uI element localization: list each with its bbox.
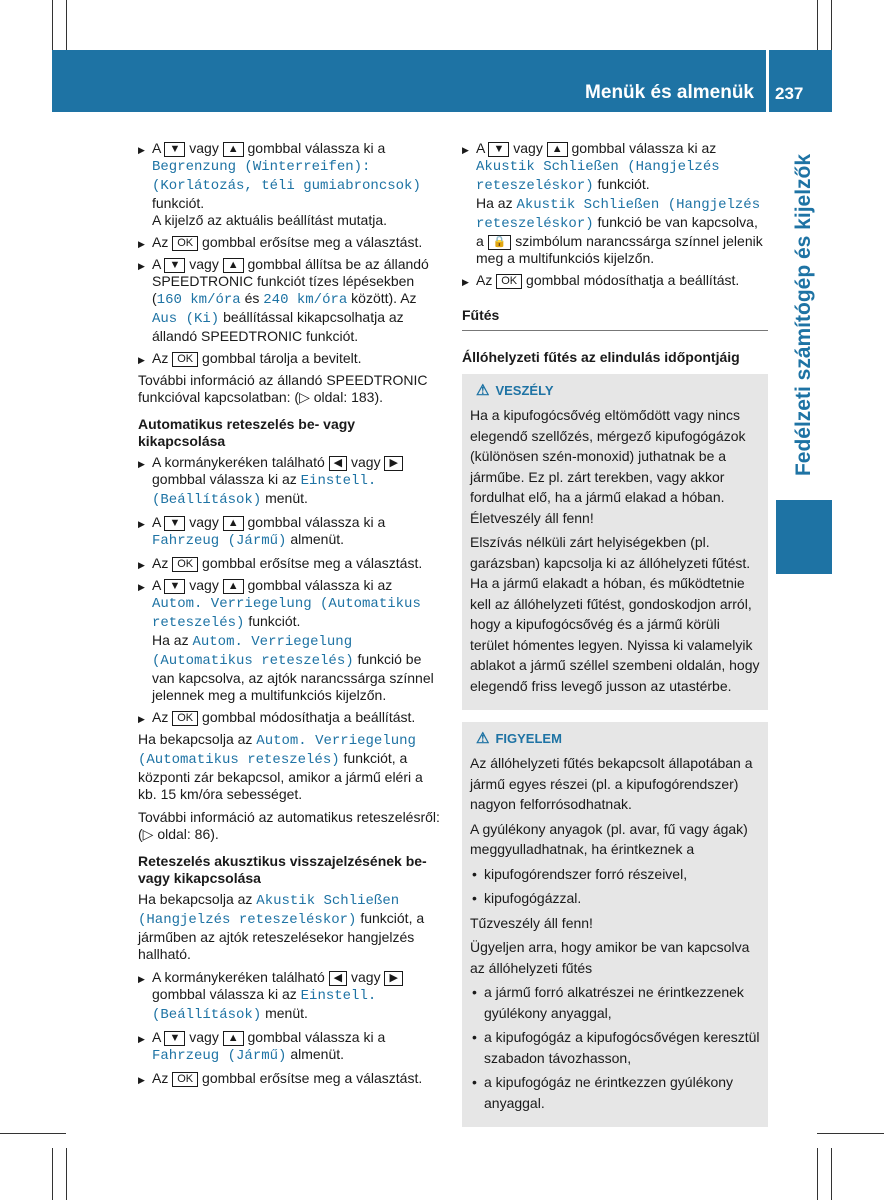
list-item: • a kipufogógáz a kipufogócsővégen keresztül szabadon távozhasson,	[470, 1027, 760, 1068]
display-text: 160 km/óra	[156, 292, 241, 308]
right-key-icon: ▶	[384, 456, 402, 471]
warning-triangle-icon: ⚠	[476, 730, 490, 747]
display-text: Akustik Schließen (Hangjelzés reteszeléskor)	[138, 893, 400, 928]
down-key-icon: ▼	[164, 258, 185, 273]
caution-box	[462, 722, 768, 1127]
crop-mark	[817, 1133, 884, 1134]
up-key-icon: ▲	[223, 579, 244, 594]
right-column	[462, 140, 768, 1139]
display-text: Akustik Schließen (Hangjelzés reteszeléskor)	[476, 197, 761, 232]
crop-mark	[66, 1148, 67, 1200]
danger-title: ⚠ VESZÉLY	[476, 382, 554, 399]
display-text: Autom. Verriegelung (Automatikus reteszelés)	[138, 733, 416, 768]
list-item: • kipufogógázzal.	[470, 888, 760, 909]
crop-mark	[0, 1133, 66, 1134]
paragraph: További információ az állandó SPEEDTRONIC funkcióval kapcsolatban: (▷ oldal: 183).	[138, 372, 428, 405]
up-key-icon: ▲	[223, 142, 244, 157]
crop-mark	[831, 1148, 832, 1200]
caution-title: ⚠ FIGYELEM	[476, 730, 562, 747]
ok-key-icon: OK	[172, 711, 198, 726]
display-text: Autom. Verriegelung (Automatikus reteszelés)	[152, 634, 354, 669]
paragraph: A gyúlékony anyagok (pl. avar, fű vagy ágak) meggyulladhatnak, ha érintkeznek a	[470, 820, 748, 857]
page-number: 237	[775, 84, 804, 103]
up-key-icon: ▲	[223, 516, 244, 531]
list-item: • a kipufogógáz ne érintkezzen gyúlékony anyaggal.	[470, 1072, 760, 1113]
instruction-step: ▶ A kormánykeréken található ◀ vagy ▶ gombbal válassza ki az Einstell. (Beállítások) menüt.	[138, 454, 444, 509]
up-key-icon: ▲	[547, 142, 568, 157]
side-tab-label: Fedélzeti számítógép és kijelzők	[792, 153, 815, 477]
header-bar	[52, 50, 766, 112]
instruction-step: ▶ A ▼ vagy ▲ gombbal állítsa be az állandó SPEEDTRONIC funkciót tízes lépésekben (160 km/óra és 240 km/óra között). Az Aus (Ki) beállítással kikapcsolhatja az állandó SPEEDTRONIC funkciót.	[138, 256, 444, 345]
instruction-step: ▶ Az OK gombbal erősítse meg a választást.	[138, 234, 444, 251]
display-text: Fahrzeug (Jármű)	[152, 533, 287, 549]
side-tab	[776, 130, 832, 500]
instruction-step: ▶ Az OK gombbal tárolja a bevitelt.	[138, 350, 444, 367]
warning-triangle-icon: ⚠	[476, 382, 490, 399]
instruction-step: ▶ A ▼ vagy ▲ gombbal válassza ki a Begrenzung (Winterreifen): (Korlátozás, téli gumiabroncsok) funkciót. A kijelző az aktuális beállítást mutatja.	[138, 140, 444, 229]
crop-mark	[817, 1148, 818, 1200]
section-heading: Fűtés	[462, 307, 768, 331]
down-key-icon: ▼	[164, 1031, 185, 1046]
left-key-icon: ◀	[329, 971, 347, 986]
paragraph: Az állóhelyzeti fűtés bekapcsolt állapotában a jármű egyes részei (pl. a kipufogórendszer) nagyon felforrósodhatnak.	[470, 755, 753, 812]
down-key-icon: ▼	[164, 579, 185, 594]
left-column	[138, 140, 444, 1092]
down-key-icon: ▼	[488, 142, 509, 157]
left-key-icon: ◀	[329, 456, 347, 471]
display-text: 240 km/óra	[263, 292, 348, 308]
instruction-step: ▶ A ▼ vagy ▲ gombbal válassza ki az Autom. Verriegelung (Automatikus reteszelés) funkciót. Ha az Autom. Verriegelung (Automatikus reteszelés) funkció be van kapcsolva, az ajtók narancssárga színnel jelennek meg a multifunkciós kijelzőn.	[138, 577, 444, 704]
paragraph: Ha a kipufogócsővég eltömődött vagy nincs elegendő szellőzés, mérgező kipufogógázok (különösen szén-monoxid) juthatnak be a járműbe. Ez pl. zárt terekben, vagy akkor fordulhat elő, ha a jármű elakad a hóban. Életveszély áll fenn!	[470, 407, 746, 526]
page-number-box	[769, 50, 832, 112]
ok-key-icon: OK	[172, 557, 198, 572]
list-item: • kipufogórendszer forró részeivel,	[470, 864, 760, 885]
display-text: Einstell. (Beállítások)	[152, 988, 377, 1023]
paragraph: Elszívás nélküli zárt helyiségekben (pl. garázsban) kapcsolja ki az állóhelyzeti fűtést. Ha a jármű elakadt a hóban, és működtetnie kell az állóhelyzeti fűtést, gondoskodjon arról, hogy a kipufogócsővég és a jármű körüli terület hómentes legyen. Nyissa ki valamelyik ablakot a jármű széllel szembeni oldalán, hogy elegendő friss levegő jusson az utastérbe.	[470, 534, 760, 694]
right-key-icon: ▶	[384, 971, 402, 986]
display-text: Einstell. (Beállítások)	[152, 473, 377, 508]
display-text: Akustik Schließen (Hangjelzés reteszeléskor)	[476, 159, 720, 194]
section-heading: Automatikus reteszelés be- vagy kikapcsolása	[138, 416, 356, 449]
crop-mark	[66, 0, 67, 50]
display-text: Autom. Verriegelung (Automatikus reteszelés)	[152, 596, 421, 631]
down-key-icon: ▼	[164, 516, 185, 531]
up-key-icon: ▲	[223, 1031, 244, 1046]
down-key-icon: ▼	[164, 142, 185, 157]
lock-icon: 🔒	[488, 235, 512, 250]
ok-key-icon: OK	[496, 274, 522, 289]
instruction-step: ▶ A ▼ vagy ▲ gombbal válassza ki a Fahrzeug (Jármű) almenüt.	[138, 1029, 444, 1065]
instruction-step: ▶ Az OK gombbal erősítse meg a választást.	[138, 1070, 444, 1087]
ok-key-icon: OK	[172, 236, 198, 251]
paragraph: Ügyeljen arra, hogy amikor be van kapcsolva az állóhelyzeti fűtés	[470, 939, 750, 976]
up-key-icon: ▲	[223, 258, 244, 273]
list-item: • a jármű forró alkatrészei ne érintkezzenek gyúlékony anyaggal,	[470, 982, 760, 1023]
danger-box	[462, 374, 768, 710]
paragraph: Tűzveszély áll fenn!	[470, 914, 593, 931]
ok-key-icon: OK	[172, 1072, 198, 1087]
crop-mark	[831, 0, 832, 50]
display-text: Aus (Ki)	[152, 311, 220, 327]
crop-mark	[817, 0, 818, 50]
crop-mark	[52, 0, 53, 50]
instruction-step: ▶ A kormánykeréken található ◀ vagy ▶ gombbal válassza ki az Einstell. (Beállítások) menüt.	[138, 969, 444, 1024]
instruction-step: ▶ A ▼ vagy ▲ gombbal válassza ki a Fahrzeug (Jármű) almenüt.	[138, 514, 444, 550]
instruction-step: ▶ Az OK gombbal módosíthatja a beállítást.	[462, 272, 768, 289]
subsection-heading: Állóhelyzeti fűtés az elindulás időpontjáig	[462, 349, 740, 365]
crop-mark	[52, 1148, 53, 1200]
paragraph: Ha bekapcsolja az Akustik Schließen (Hangjelzés reteszeléskor) funkciót, a járműben az ajtók reteszelésekor hangjelzés hallható.	[138, 891, 425, 962]
page-title: Menük és almenük	[585, 82, 754, 103]
display-text: Begrenzung (Winterreifen): (Korlátozás, téli gumiabroncsok)	[152, 159, 421, 194]
instruction-step: ▶ Az OK gombbal erősítse meg a választást.	[138, 555, 444, 572]
section-heading: Reteszelés akusztikus visszajelzésének be- vagy kikapcsolása	[138, 853, 427, 886]
paragraph: További információ az automatikus reteszelésről: (▷ oldal: 86).	[138, 809, 440, 842]
instruction-step: ▶ Az OK gombbal módosíthatja a beállítást.	[138, 709, 444, 726]
ok-key-icon: OK	[172, 352, 198, 367]
display-text: Fahrzeug (Jármű)	[152, 1048, 287, 1064]
instruction-step: ▶ A ▼ vagy ▲ gombbal válassza ki az Akustik Schließen (Hangjelzés reteszeléskor) funkciót. Ha az Akustik Schließen (Hangjelzés reteszeléskor) funkció be van kapcsolva, a 🔒 szimbólum narancssárga színnel jelenik meg a multifunkciós kijelzőn.	[462, 140, 768, 267]
paragraph: Ha bekapcsolja az Autom. Verriegelung (Automatikus reteszelés) funkciót, a központi zár bekapcsol, amikor a jármű eléri a kb. 15 km/óra sebességet.	[138, 731, 423, 802]
side-tab-marker	[776, 500, 832, 574]
